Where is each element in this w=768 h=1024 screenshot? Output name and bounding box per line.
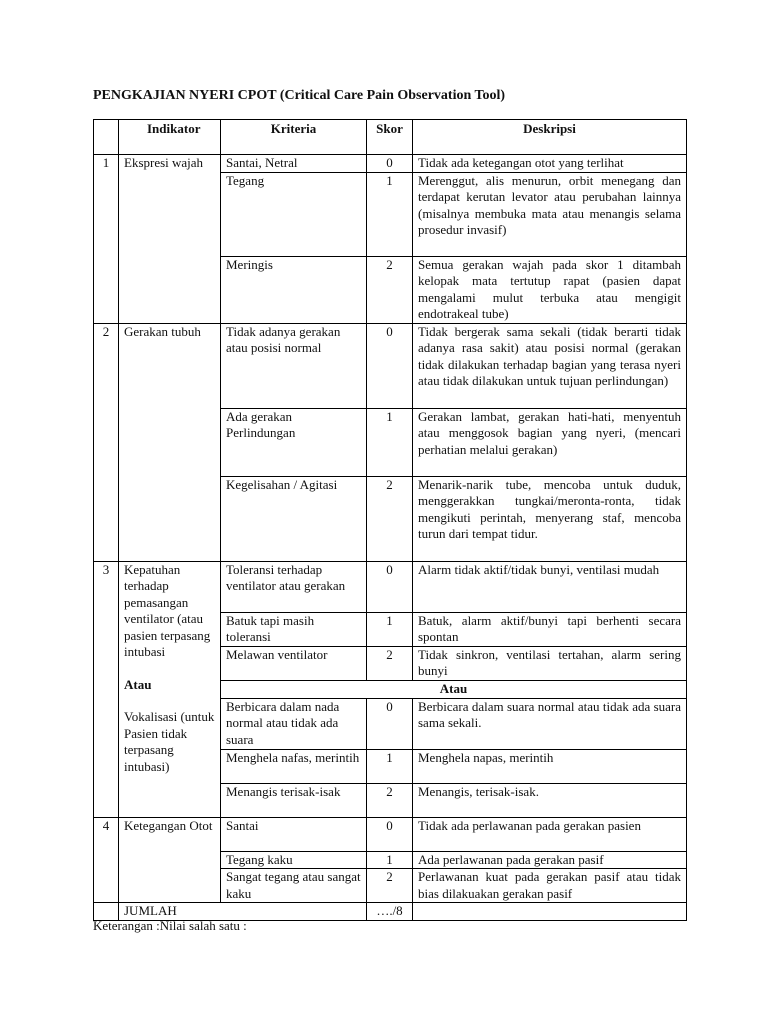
deskripsi-cell: Ada perlawanan pada gerakan pasif xyxy=(413,851,687,869)
kriteria-cell: Santai, Netral xyxy=(221,155,367,173)
kriteria-cell: Kegelisahan / Agitasi xyxy=(221,476,367,561)
skor-cell: 2 xyxy=(367,869,413,903)
deskripsi-cell: Alarm tidak aktif/tidak bunyi, ventilasi mudah xyxy=(413,561,687,612)
skor-cell: 0 xyxy=(367,817,413,851)
kriteria-cell: Toleransi terhadap ventilator atau gerakan xyxy=(221,561,367,612)
document-title: PENGKAJIAN NYERI CPOT (Critical Care Pain Observation Tool) xyxy=(93,88,506,103)
row-number: 1 xyxy=(94,155,119,324)
skor-cell: 1 xyxy=(367,749,413,783)
kriteria-cell: Tegang kaku xyxy=(221,851,367,869)
skor-cell: 2 xyxy=(367,476,413,561)
keterangan-text: Keterangan :Nilai salah satu : xyxy=(93,918,247,933)
deskripsi-cell: Batuk, alarm aktif/bunyi tapi berhenti secara spontan xyxy=(413,612,687,646)
table-row xyxy=(94,323,687,408)
skor-cell: 2 xyxy=(367,783,413,817)
skor-cell: 1 xyxy=(367,408,413,476)
spacer xyxy=(124,693,215,709)
atau-label: Atau xyxy=(124,676,152,692)
kriteria-cell: Meringis xyxy=(221,256,367,323)
total-deskripsi-cell xyxy=(413,903,687,921)
header-no xyxy=(94,120,119,155)
indikator-ventilator: Kepatuhan terhadap pemasangan ventilator (atau pasien terpasang intubasi xyxy=(124,561,211,659)
table-header-row xyxy=(94,120,687,155)
skor-cell: 1 xyxy=(367,612,413,646)
row-number: 4 xyxy=(94,817,119,903)
deskripsi-cell: Semua gerakan wajah pada skor 1 ditambah kelopak mata tertutup rapat (pasien dapat mengalami mulut terbuka atau mengigit endotrakeal tube) xyxy=(413,256,687,323)
deskripsi-cell: Gerakan lambat, gerakan hati-hati, menyentuh atau menggosok bagian yang nyeri, (mencari perhatian melalui gerakan) xyxy=(413,408,687,476)
kriteria-cell: Menangis terisak-isak xyxy=(221,783,367,817)
header-deskripsi: Deskripsi xyxy=(413,120,687,155)
kriteria-cell: Batuk tapi masih toleransi xyxy=(221,612,367,646)
cpot-table xyxy=(93,119,687,921)
kriteria-cell: Tegang xyxy=(221,172,367,256)
row-number: 3 xyxy=(94,561,119,817)
skor-cell: 0 xyxy=(367,698,413,749)
indikator-cell xyxy=(119,561,221,817)
kriteria-cell: Menghela nafas, merintih xyxy=(221,749,367,783)
deskripsi-cell: Menghela napas, merintih xyxy=(413,749,687,783)
row-number: 2 xyxy=(94,323,119,561)
skor-cell: 0 xyxy=(367,561,413,612)
table-row xyxy=(94,817,687,851)
deskripsi-cell: Berbicara dalam suara normal atau tidak ada suara sama sekali. xyxy=(413,698,687,749)
deskripsi-cell: Menarik-narik tube, mencoba untuk duduk, menggerakkan tungkai/meronta-ronta, tidak mengikuti perintah, menyerang staf, mencoba turun dari tempat tidur. xyxy=(413,476,687,561)
deskripsi-cell: Merenggut, alis menurun, orbit menegang dan terdapat kerutan levator atau perubahan lainnya (misalnya membuka mata atau menangis selama prosedur invasif) xyxy=(413,172,687,256)
header-kriteria: Kriteria xyxy=(221,120,367,155)
kriteria-cell: Tidak adanya gerakan atau posisi normal xyxy=(221,323,367,408)
deskripsi-cell: Tidak ada perlawanan pada gerakan pasien xyxy=(413,817,687,851)
indikator-cell: Ketegangan Otot xyxy=(119,817,221,903)
deskripsi-cell: Perlawanan kuat pada gerakan pasif atau tidak bias dilakuakan gerakan pasif xyxy=(413,869,687,903)
skor-cell: 2 xyxy=(367,646,413,680)
skor-cell: 2 xyxy=(367,256,413,323)
deskripsi-cell: Menangis, terisak-isak. xyxy=(413,783,687,817)
deskripsi-cell: Tidak sinkron, ventilasi tertahan, alarm sering bunyi xyxy=(413,646,687,680)
deskripsi-cell: Tidak ada ketegangan otot yang terlihat xyxy=(413,155,687,173)
table-row xyxy=(94,561,687,612)
kriteria-cell: Ada gerakan Perlindungan xyxy=(221,408,367,476)
indikator-cell: Ekspresi wajah xyxy=(119,155,221,324)
spacer xyxy=(124,661,215,677)
total-value: …./8 xyxy=(367,903,413,921)
deskripsi-cell: Tidak bergerak sama sekali (tidak berarti tidak adanya rasa sakit) atau posisi normal (gerakan tidak dilakukan terhadap bagian yang terasa nyeri atau tidak dilakukan untuk tujuan perlindungan) xyxy=(413,323,687,408)
skor-cell: 0 xyxy=(367,155,413,173)
skor-cell: 1 xyxy=(367,172,413,256)
skor-cell: 1 xyxy=(367,851,413,869)
header-indikator: Indikator xyxy=(119,120,221,155)
total-label: JUMLAH xyxy=(119,903,367,921)
kriteria-cell: Melawan ventilator xyxy=(221,646,367,680)
indikator-cell: Gerakan tubuh xyxy=(119,323,221,561)
skor-cell: 0 xyxy=(367,323,413,408)
atau-divider: Atau xyxy=(221,680,687,698)
indikator-vokalisasi: Vokalisasi (untuk Pasien tidak terpasang intubasi) xyxy=(124,709,215,774)
kriteria-cell: Santai xyxy=(221,817,367,851)
kriteria-cell: Sangat tegang atau sangat kaku xyxy=(221,869,367,903)
header-skor: Skor xyxy=(367,120,413,155)
kriteria-cell: Berbicara dalam nada normal atau tidak ada suara xyxy=(221,698,367,749)
table-row xyxy=(94,155,687,173)
